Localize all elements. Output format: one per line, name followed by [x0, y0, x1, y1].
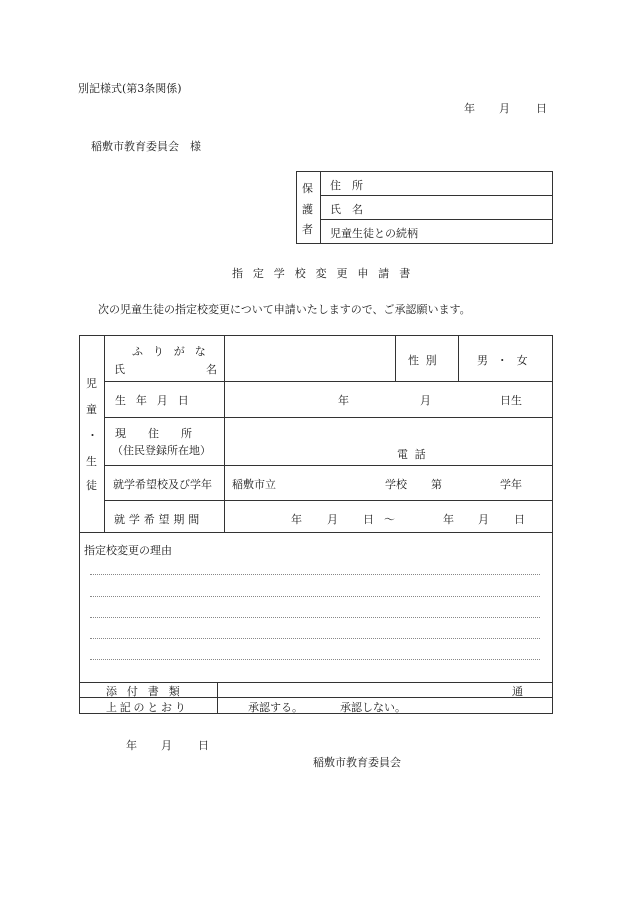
- phone-label: 電話: [397, 448, 433, 461]
- gender-options: 男・女: [477, 354, 537, 367]
- name-label-left: 氏: [114, 363, 125, 376]
- guardian-label-2: 護: [302, 203, 313, 216]
- birth-year: 年: [338, 394, 349, 407]
- reason-line: [90, 617, 540, 618]
- guardian-label-1: 保: [302, 182, 313, 195]
- student-label-1: 児: [86, 377, 97, 390]
- footer-month: 月: [161, 739, 172, 752]
- school-suffix: 学校: [385, 478, 407, 491]
- birth-month: 月: [420, 394, 431, 407]
- reason-line: [90, 574, 540, 575]
- period-month-2: 月: [478, 513, 489, 526]
- reject-option[interactable]: 承認しない。: [340, 701, 406, 714]
- birthdate-label: 生年月日: [115, 394, 199, 407]
- attachments-label: 添付書類: [106, 685, 190, 698]
- grade-prefix: 第: [431, 478, 442, 491]
- issuer: 稲敷市教育委員会: [313, 756, 401, 769]
- guardian-relation-label: 児童生徒との続柄: [330, 227, 418, 240]
- name-label-right: 名: [206, 363, 217, 376]
- period-month-1: 月: [327, 513, 338, 526]
- gender-label: 性別: [408, 354, 444, 367]
- period-tilde: ～: [384, 513, 395, 526]
- guardian-address-label: 住 所: [330, 179, 363, 192]
- address-label: 現住所: [115, 427, 214, 440]
- birth-day: 日生: [500, 394, 522, 407]
- footer-day: 日: [198, 739, 209, 752]
- student-label-2: 童: [86, 403, 97, 416]
- approval-label: 上記のとおり: [106, 701, 189, 714]
- reason-label: 指定校変更の理由: [84, 544, 172, 557]
- period-day-2: 日: [514, 513, 525, 526]
- header-date-month: 月: [499, 102, 510, 115]
- footer-year: 年: [126, 739, 137, 752]
- guardian-name-label: 氏 名: [330, 203, 363, 216]
- period-day-1: 日: [363, 513, 374, 526]
- address-sublabel: （住民登録所在地）: [112, 444, 211, 457]
- intro-text: 次の児童生徒の指定校変更について申請いたしますので、ご承認願います。: [98, 303, 471, 316]
- city-school-prefix: 稲敷市立: [232, 478, 276, 491]
- reason-line: [90, 659, 540, 660]
- header-date-year: 年: [464, 102, 475, 115]
- header-date-day: 日: [536, 102, 547, 115]
- form-reference: 別記様式(第3条関係): [78, 82, 182, 95]
- period-year-1: 年: [291, 513, 302, 526]
- attachments-unit: 通: [512, 685, 523, 698]
- guardian-label-3: 者: [302, 223, 313, 236]
- reason-line: [90, 638, 540, 639]
- furigana-label: ふりがな: [132, 345, 216, 358]
- reason-line: [90, 596, 540, 597]
- school-label: 就学希望校及び学年: [113, 478, 212, 491]
- period-label: 就学希望期間: [114, 513, 204, 526]
- student-label-5: 徒: [86, 479, 97, 492]
- student-label-3: ・: [87, 429, 98, 442]
- grade-suffix: 学年: [500, 478, 522, 491]
- approve-option[interactable]: 承認する。: [248, 701, 303, 714]
- period-year-2: 年: [443, 513, 454, 526]
- document-title: 指定学校変更申請書: [232, 267, 421, 280]
- addressee: 稲敷市教育委員会 様: [91, 140, 201, 153]
- student-label-4: 生: [86, 455, 97, 468]
